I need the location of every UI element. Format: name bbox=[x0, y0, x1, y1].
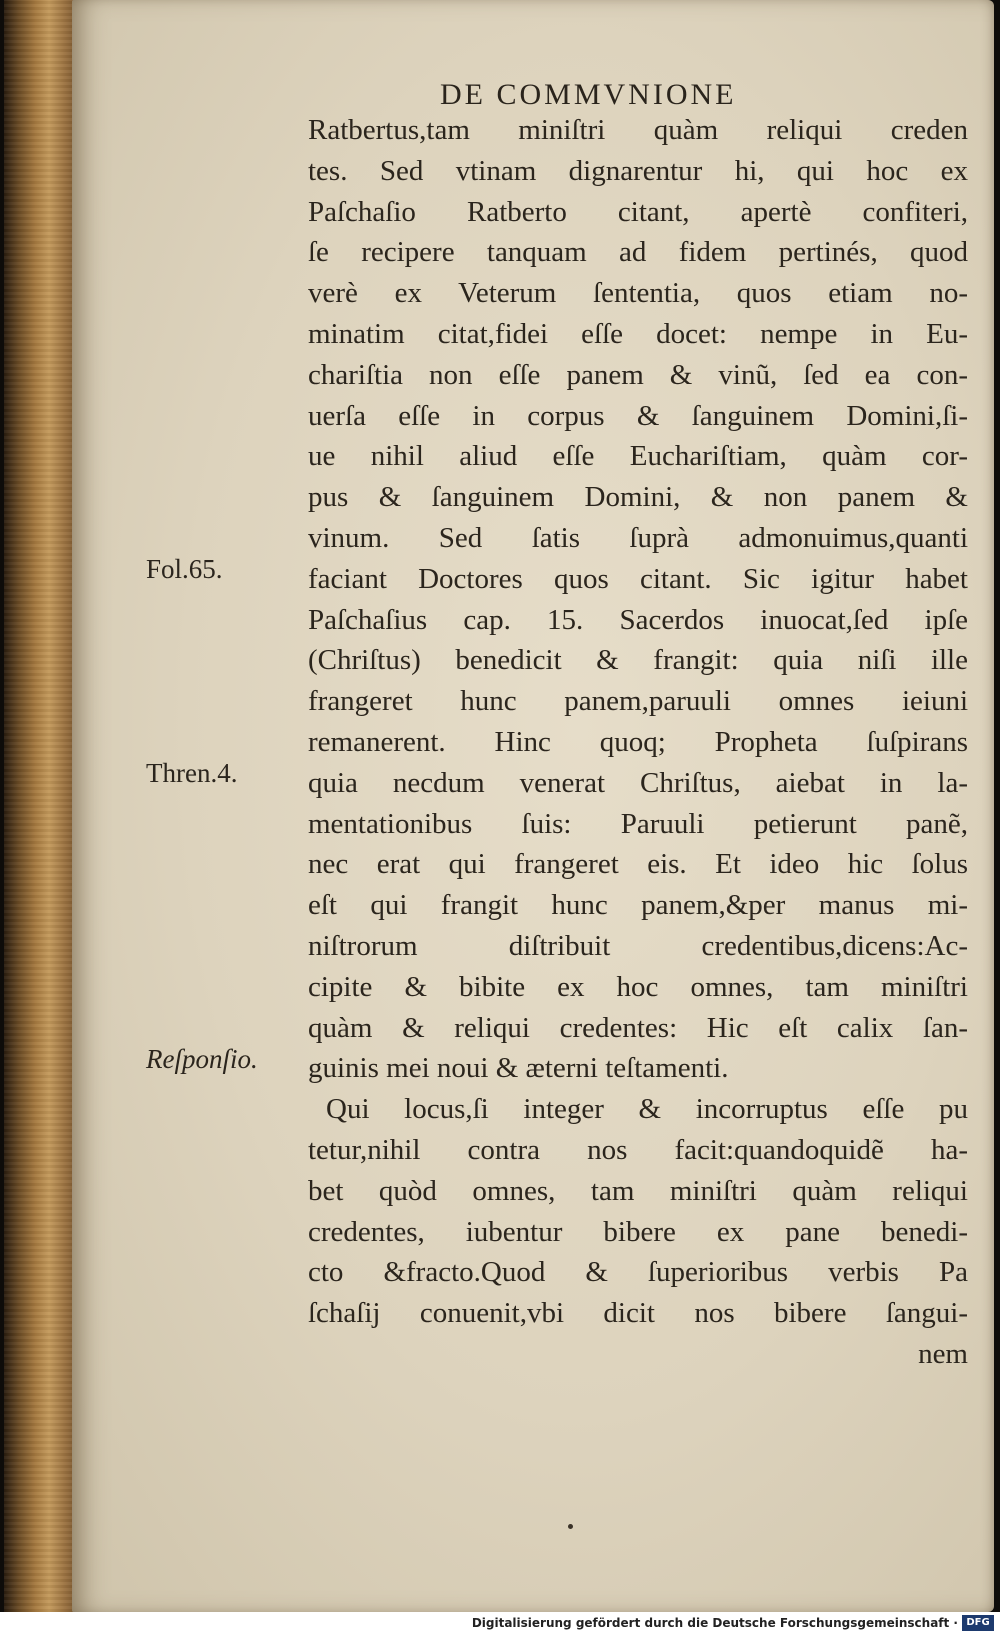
text-line: niſtrorum diſtribuit credentibus,dicens:Ac- bbox=[308, 929, 968, 962]
text-line: minatim citat,fidei eſſe docet: nempe in Eu- bbox=[308, 317, 968, 350]
text-line: Qui locus,ſi integer & incorruptus eſſe pu bbox=[326, 1093, 968, 1126]
dfg-logo: DFG bbox=[962, 1615, 994, 1631]
text-line: chariſtia non eſſe panem & vinũ, ſed ea con- bbox=[308, 358, 968, 391]
text-line: mentationibus ſuis: Paruuli petierunt panẽ, bbox=[308, 807, 968, 840]
text-line: quàm & reliqui credentes: Hic eſt calix ſan- bbox=[308, 1011, 968, 1044]
margin-note-fol: Fol.65. bbox=[146, 554, 223, 584]
text-line: verè ex Veterum ſententia, quos etiam no- bbox=[308, 277, 968, 310]
footer-credit: Digitalisierung gefördert durch die Deutsche Forschungsgemeinschaft · bbox=[471, 1616, 958, 1630]
text-line: ue nihil aliud eſſe Euchariſtiam, quàm cor- bbox=[308, 440, 968, 473]
text-line: pus & ſanguinem Domini, & non panem & bbox=[308, 481, 968, 514]
text-line: ſe recipere tanquam ad fidem pertinés, quod bbox=[308, 236, 968, 269]
text-line: faciant Doctores quos citant. Sic igitur habet bbox=[308, 562, 968, 595]
text-line: (Chriſtus) benedicit & frangit: quia niſi ille bbox=[308, 644, 968, 677]
text-line: eſt qui frangit hunc panem,&per manus mi- bbox=[308, 889, 968, 922]
text-line: ſchaſij conuenit,vbi dicit nos bibere ſangui- bbox=[308, 1297, 968, 1330]
text-line: frangeret hunc panem,paruuli omnes ieiuni bbox=[308, 685, 968, 718]
page-mark bbox=[568, 1524, 573, 1529]
text-line: bet quòd omnes, tam miniſtri quàm reliqui bbox=[308, 1174, 968, 1207]
text-line: Ratbertus,tam miniſtri quàm reliqui creden bbox=[308, 114, 968, 146]
text-line: guinis mei noui & æterni teſtamenti. bbox=[308, 1052, 729, 1085]
text-line: tetur,nihil contra nos facit:quandoquidẽ ha- bbox=[308, 1133, 968, 1166]
running-head: DE COMMVNIONE bbox=[440, 78, 737, 111]
text-line: Paſchaſio Ratberto citant, apertè confiteri, bbox=[308, 195, 968, 228]
text-line: remanerent. Hinc quoq; Propheta ſuſpirans bbox=[308, 725, 968, 758]
margin-note-thren: Thren.4. bbox=[146, 758, 238, 788]
text-line: Paſchaſius cap. 15. Sacerdos inuocat,ſed ipſe bbox=[308, 603, 968, 636]
text-line: tes. Sed vtinam dignarentur hi, qui hoc ex bbox=[308, 154, 968, 187]
text-line: cto &fracto.Quod & ſuperioribus verbis Pa bbox=[308, 1256, 968, 1289]
catchword: nem bbox=[918, 1337, 968, 1370]
text-line: credentes, iubentur bibere ex pane benedi- bbox=[308, 1215, 968, 1248]
text-line: cipite & bibite ex hoc omnes, tam miniſtri bbox=[308, 970, 968, 1003]
text-line: quia necdum venerat Chriſtus, aiebat in la- bbox=[308, 766, 968, 799]
text-line: vinum. Sed ſatis ſuprà admonuimus,quanti bbox=[308, 521, 968, 554]
text-line: nec erat qui frangeret eis. Et ideo hic ſolus bbox=[308, 848, 968, 881]
text-line: uerſa eſſe in corpus & ſanguinem Domini,ſi- bbox=[308, 399, 968, 432]
margin-note-responsio: Reſponſio. bbox=[146, 1044, 258, 1074]
body-text bbox=[308, 110, 968, 1375]
